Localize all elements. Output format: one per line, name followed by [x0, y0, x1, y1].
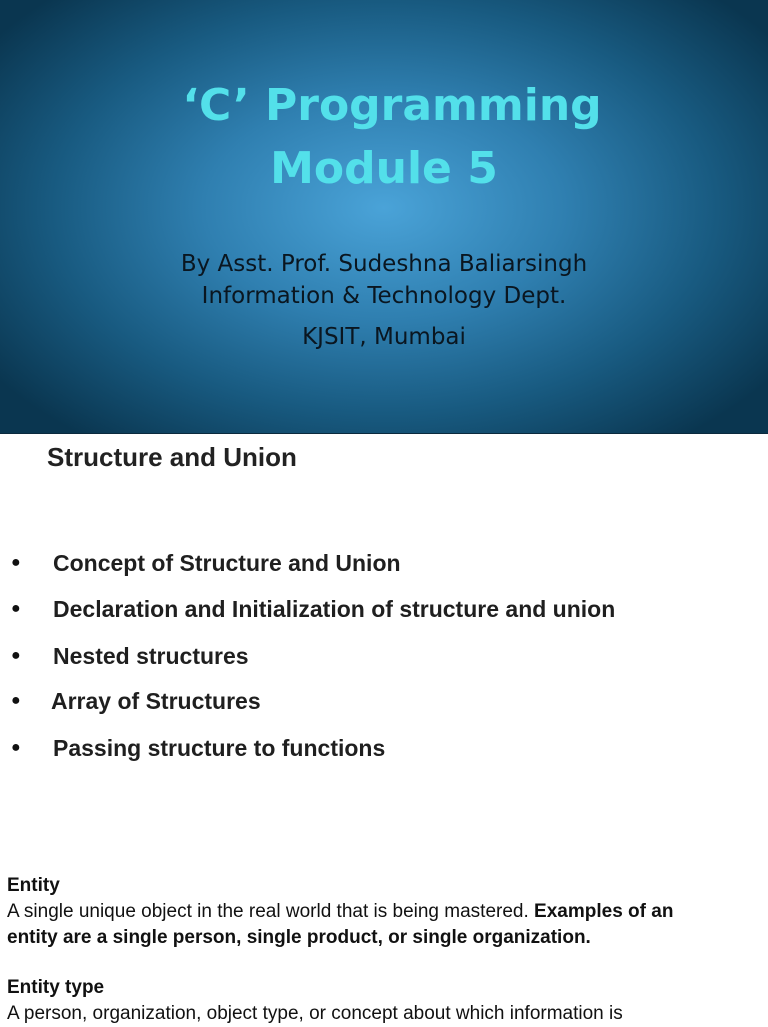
entity-definition-plain: A single unique object in the real world that is being mastered.: [7, 901, 535, 922]
topic-label: Nested structures: [53, 643, 249, 669]
entity-type-term: Entity type: [7, 977, 105, 998]
author-institute: KJSIT, Mumbai: [302, 324, 466, 350]
author-department: Information & Technology Dept.: [201, 283, 567, 309]
bullet-icon: ●: [11, 739, 21, 756]
bullet-icon: ●: [11, 692, 21, 709]
section-heading: Structure and Union: [47, 442, 297, 472]
slide-title-line-2: Module 5: [270, 143, 498, 194]
content-slide: [0, 434, 768, 834]
bullet-icon: ●: [11, 600, 21, 617]
bullet-icon: ●: [11, 647, 21, 664]
topic-label: Concept of Structure and Union: [53, 550, 401, 576]
entity-term: Entity: [7, 875, 60, 896]
entity-type-definition: A person, organization, object type, or concept about which information is: [7, 1003, 623, 1024]
topic-label: Passing structure to functions: [53, 735, 386, 761]
topic-label: Array of Structures: [51, 688, 261, 714]
topic-label: Declaration and Initialization of structure and union: [53, 596, 616, 622]
title-slide: [0, 0, 768, 434]
slide-title-line-1: ‘C’ Programming: [182, 80, 602, 131]
entity-definition-line-1: [7, 899, 763, 925]
entity-definition-bold-1: Examples of an: [534, 901, 674, 922]
entity-definition-bold-2: entity are a single person, single product, or single organization.: [7, 927, 591, 948]
entity-definition-line-2: [7, 925, 763, 951]
author-name: By Asst. Prof. Sudeshna Baliarsingh: [180, 251, 588, 277]
definitions-section: [0, 834, 768, 1024]
bullet-icon: ●: [11, 554, 21, 571]
